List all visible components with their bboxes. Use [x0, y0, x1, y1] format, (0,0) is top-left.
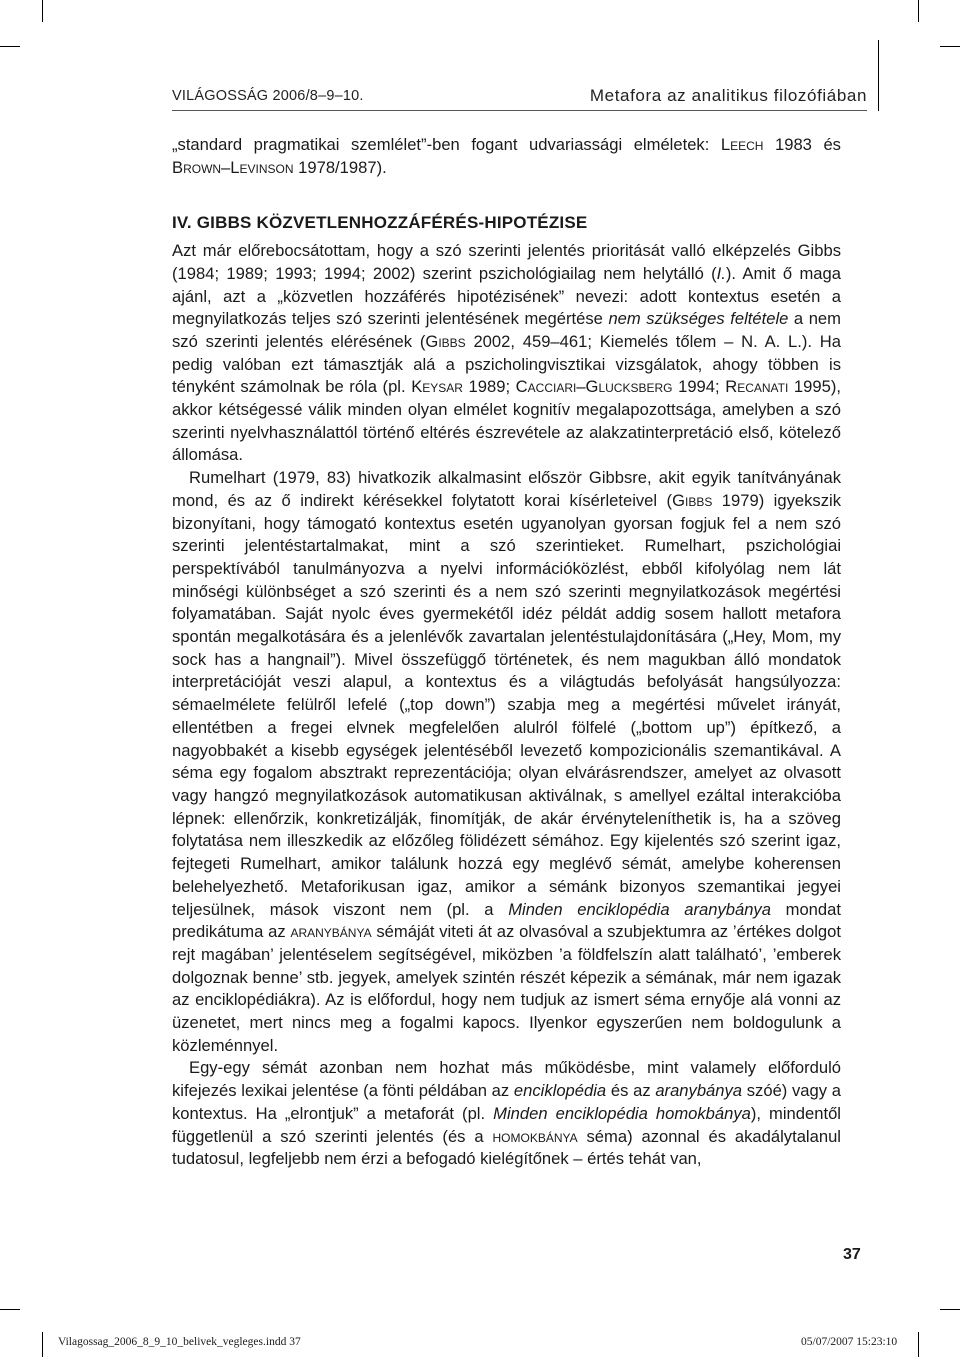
crop-mark	[0, 1309, 20, 1310]
page-number: 37	[843, 1246, 861, 1263]
article-body	[172, 134, 841, 1171]
section-heading: IV. GIBBS KÖZVETLENHOZZÁFÉRÉS-HIPOTÉZISE	[172, 213, 588, 233]
footer-timestamp: 05/07/2007 15:23:10	[801, 1336, 898, 1348]
term-italic: enciklopédia	[513, 1081, 607, 1101]
author-ref-brown-levinson: Brown–Levinson	[172, 157, 294, 177]
page-header	[172, 84, 867, 111]
author-ref-recanati: Recanati	[725, 377, 789, 397]
intro-paragraph: „standard pragmatikai szemlélet”-ben fogant udvariassági elméletek: Leech 1983 és Brown–Levinson 1978/1987).	[172, 135, 841, 177]
term-italic: aranybánya	[655, 1081, 743, 1101]
crop-mark	[0, 46, 20, 47]
example-italic: Minden enciklopédia homokbánya	[493, 1103, 751, 1123]
running-title: Metafora az analitikus filozófiában	[589, 86, 867, 105]
crop-mark	[940, 46, 960, 47]
author-ref-cacciari: Cacciari–Glucksberg	[515, 377, 673, 397]
author-ref-keysar: Keysar	[411, 377, 463, 397]
header-rule-vertical	[878, 40, 879, 111]
author-ref-leech: Leech	[720, 135, 764, 154]
concept-smallcaps: homokbánya	[492, 1126, 578, 1146]
journal-title: VILÁGOSSÁG 2006/8–9–10.	[172, 88, 364, 104]
example-italic: Minden enciklopédia aranybánya	[508, 899, 771, 919]
paragraph-1: Azt már előrebocsátottam, hogy a szó szerinti jelentés prioritását valló elképzelés Gibbs (1984; 1989; 1993; 1994; 2002) szerint pszichológiailag nem helytálló (I.). Amit ő maga ajánl, azt a „közvetlen hozzáférés hipotézisének” nevezi: adott kontextus esetén a megnyilatkozás teljes szó szerinti jelentésének megértése nem szükséges feltétele a nem szó szerinti jelentés elérésének (Gibbs 2002, 459–461; Kiemelés tőlem – N. A. L.). Ha pedig valóban ezt támasztják alá a pszicholingvisztikai vizsgálatok, ahogy többen is tényként számolnak be róla (pl. Keysar 1989; Cacciari–Glucksberg 1994; Recanati 1995), akkor kétségessé válik minden olyan elmélet kognitív megalapozottsága, amelyben a szó szerinti nyelvhasználattól történő eltérés észrevétele az alakzatinterpretáció első, kötelező állomása.	[172, 241, 841, 465]
reference-italic: I.	[716, 263, 726, 283]
paragraph-3: Egy-egy sémát azonban nem hozhat más működésbe, mint valamely előforduló kifejezés lexikai jelentése (a fönti példában az enciklopédia és az aranybánya szóé) vagy a kontextus. Ha „elrontjuk” a metaforát (pl. Minden enciklopédia homokbánya), mindentől függetlenül a szó szerinti jelentés (és a homokbánya séma) azonnal és akadálytalanul tudatosul, legfeljebb nem érzi a befogadó kielégítőnek – értés tehát van,	[172, 1058, 841, 1169]
crop-mark	[42, 1332, 43, 1357]
crop-mark	[42, 0, 43, 22]
author-ref-gibbs: Gibbs	[672, 490, 713, 510]
crop-mark	[918, 0, 919, 22]
footer-filename: Vilagossag_2006_8_9_10_belivek_vegleges.indd 37	[58, 1336, 301, 1348]
author-ref-gibbs: Gibbs	[425, 331, 466, 351]
paragraph-2: Rumelhart (1979, 83) hivatkozik alkalmasint először Gibbsre, akit egyik tanítványának mond, és az ő indirekt kérésekkel folytatott korai kísérleteivel (Gibbs 1979) igyekszik bizonyítani, hogy támogató kontextus esetén ugyanolyan gyorsan fogjuk fel a nem szó szerinti jelentéstartalmakat, mint a szó szerintieket. Rumelhart, pszichológiai perspektívából tanulmányozva a nyelvi információközlést, ebből kifolyólag nem lát minőségi különbséget a szó szerinti és a nem szó szerinti megnyilatkozások megértési folyamatában. Saját nyolc éves gyermekétől idéz példát addig sosem hallott metafora spontán megalkotására és a jelenlévők zavartalan jelentéstulajdonítására („Hey, Mom, my sock has a hangnail”). Mivel összefüggő történetek, és nem magukban álló mondatok interpretációját veszi alapul, a kontextus és a világtudás befolyását hangsúlyozza: sémaelmélete felülről lefelé („top down”) szabja meg a megértési művelet irányát, ellentétben a fregei elvnek megfelelően alulról fölfelé („bottom up”) építkező, a nagyobbakét a kisebb egységek jelentéséből levezető kompozicionális szemantikával. A séma egy fogalom absztrakt reprezentációja; olyan elvárásrendszer, amelyet az olvasott vagy hangzó megnyilatkozások automatikusan aktiválnak, s amellyel ezáltal interakcióba lépnek: ellenőrzik, konkretizálják, finomítják, de akár érvényteleníthetik is, ha a szöveg folytatása nem illeszkedik az előzőleg fölidézett sémához. Egy kijelentés szó szerint igaz, fejtegeti Rumelhart, amikor találunk hozzá egy meglévő sémát, amelybe koherensen belehelyezhető. Metaforikusan igaz, amikor a sémánk bizonyos szemantikai jegyei teljesülnek, mások viszont nem (pl. a Minden enciklopédia aranybánya mondat predikátuma az aranybánya sémáját viteti át az olvasóval a szubjektumra az ’értékes dolgot rejt magában’ jelentéselem segítségével, miközben ’a földfelszín alatt található’, ’emberek dolgoznak benne’ stb. jegyek, amelyek szintén részét képezik a sémának, már nem igazak az enciklopédiákra). Az is előfordul, hogy nem tudjuk az ismert séma ernyője alá vonni az üzenetet, mert nincs meg a fogalmi kapocs. Ilyenkor egyszerűen nem boldogulunk a közleménnyel.	[172, 468, 842, 1055]
emphasis: nem szükséges feltétele	[608, 309, 789, 329]
crop-mark	[918, 1332, 919, 1357]
crop-mark	[940, 1309, 960, 1310]
concept-smallcaps: aranybánya	[290, 922, 372, 942]
